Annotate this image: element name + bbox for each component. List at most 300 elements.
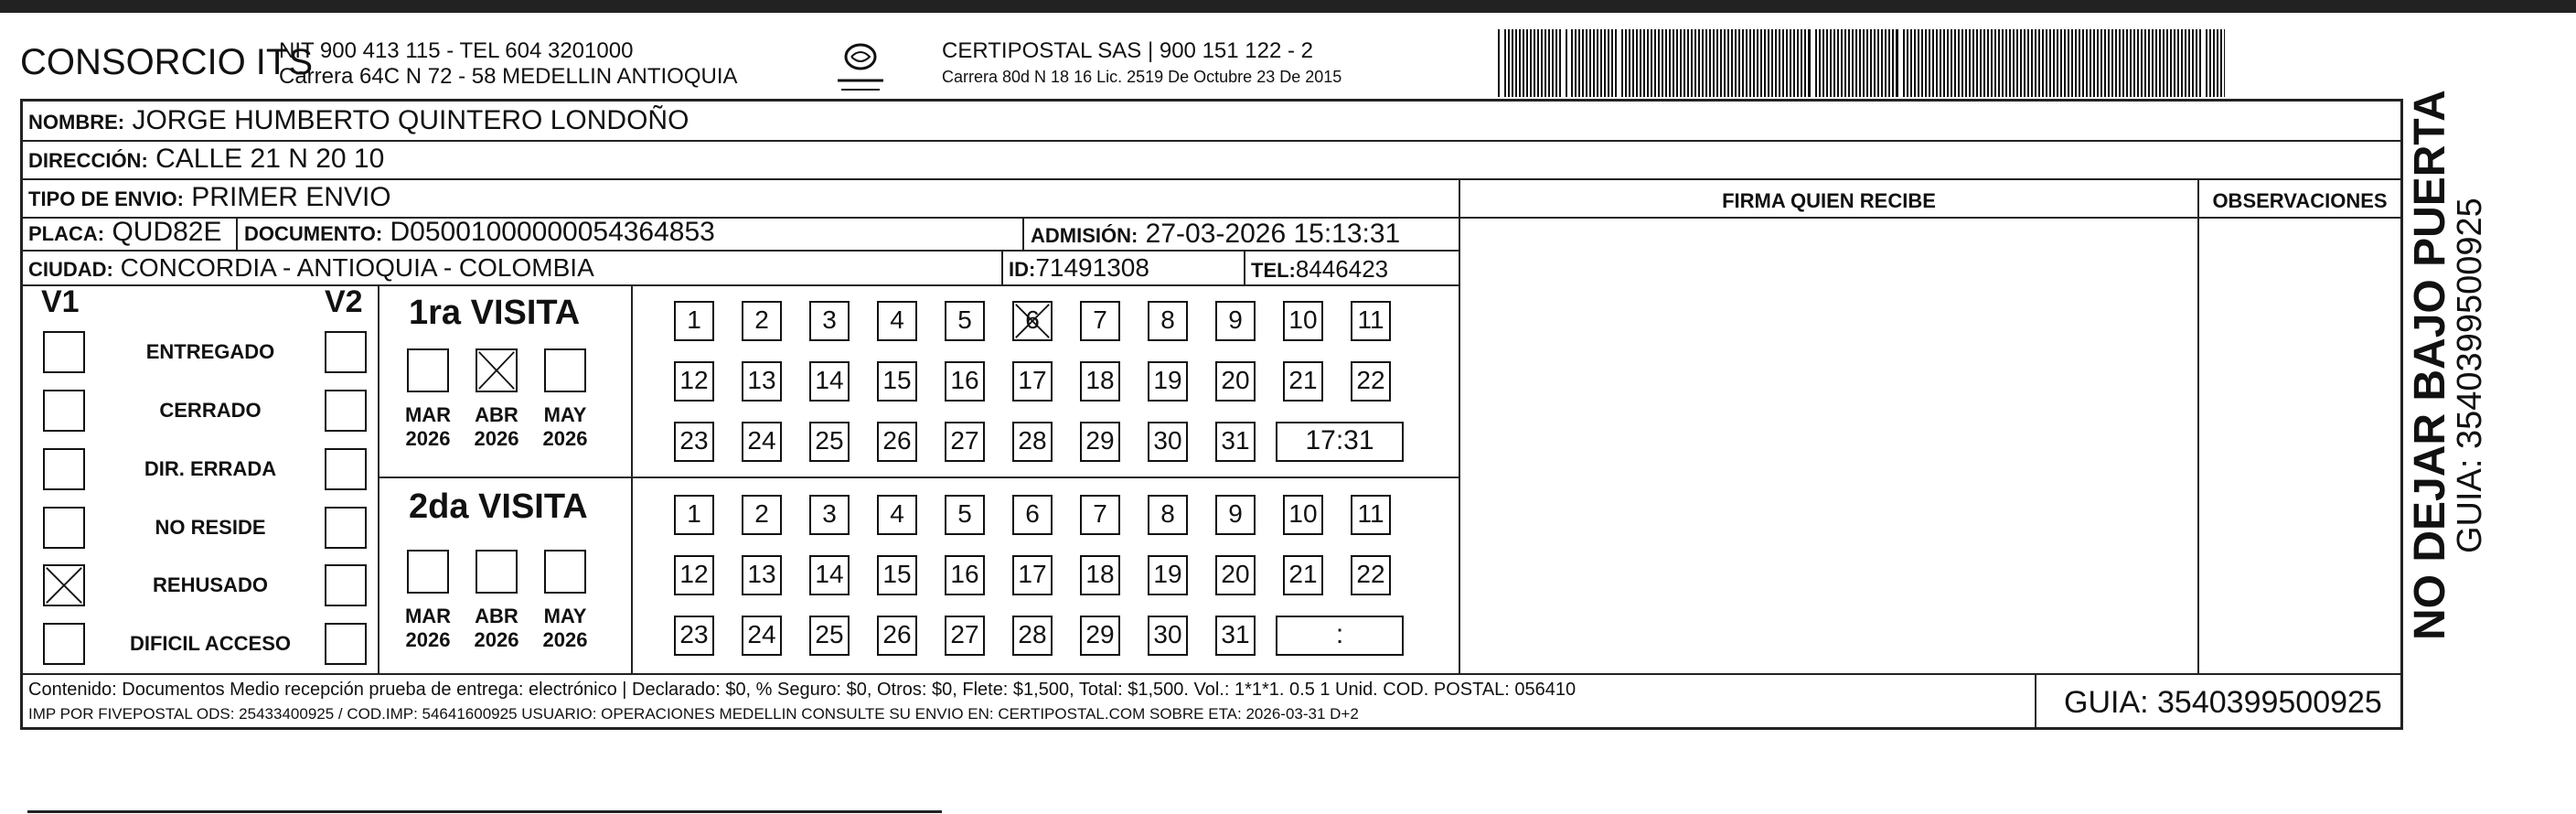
barcode-bar <box>2209 29 2211 97</box>
second-visit-day-26[interactable] <box>877 616 917 656</box>
rule <box>23 673 2400 675</box>
first-visit-month-mar-checkbox[interactable] <box>407 348 449 392</box>
barcode-bar <box>1600 29 1602 97</box>
tipo-field <box>28 182 391 213</box>
month-name: MAY <box>543 403 587 426</box>
barcode-bar <box>1790 29 1791 97</box>
barcode-bar <box>1972 29 1974 97</box>
barcode-bar <box>1662 29 1663 97</box>
second-visit-day-14[interactable] <box>809 555 850 595</box>
barcode-bar <box>1775 29 1777 97</box>
barcode-bar <box>2090 29 2091 97</box>
month-year: 2026 <box>542 628 588 651</box>
day-number: 21 <box>1288 366 1318 394</box>
barcode-bar <box>2192 29 2194 97</box>
direccion-value: CALLE 21 N 20 10 <box>155 144 385 174</box>
second-visit-day-8[interactable] <box>1148 495 1188 535</box>
barcode-bar <box>1921 29 1923 97</box>
month-name: ABR <box>475 403 518 426</box>
second-visit-day-17[interactable] <box>1012 555 1053 595</box>
status-v2-checkbox[interactable] <box>325 507 367 549</box>
warning-vertical: NO DEJAR BAJO PUERTA <box>2406 90 2454 640</box>
barcode-bar <box>1691 29 1693 97</box>
footer-guia: GUIA: 3540399500925 <box>2064 685 2382 720</box>
rule <box>23 284 1459 286</box>
barcode-bar <box>1753 29 1755 97</box>
footer-printer-info: IMP POR FIVEPOSTAL ODS: 25433400925 / COD.IMP: 54641600925 USUARIO: OPERACIONES MEDELLIN CONSULTE SU ENVIO EN: CERTIPOSTAL.COM SOBRE ETA: 2026-03-31 D+2 <box>28 705 1359 723</box>
barcode-bar <box>2166 29 2168 97</box>
first-visit-day-23[interactable] <box>674 422 714 462</box>
barcode-bar <box>1830 29 1832 97</box>
status-v2-checkbox[interactable] <box>325 331 367 373</box>
divider <box>1001 250 1003 284</box>
barcode-bar <box>2027 29 2029 97</box>
divider <box>1459 178 1460 673</box>
month-year: 2026 <box>474 427 519 450</box>
barcode-bar <box>1508 29 1510 97</box>
barcode-bar <box>1716 29 1718 97</box>
barcode-bar <box>2005 29 2007 97</box>
second-visit-day-2[interactable] <box>742 495 782 535</box>
second-visit-day-29[interactable] <box>1080 616 1120 656</box>
first-visit-month-may-checkbox[interactable] <box>544 348 586 392</box>
month-year: 2026 <box>474 628 519 651</box>
barcode-bar <box>1698 29 1700 97</box>
barcode-bar <box>1826 29 1828 97</box>
barcode-bar <box>1683 29 1685 97</box>
second-visit-day-27[interactable] <box>945 616 985 656</box>
day-number: 4 <box>890 305 904 334</box>
day-number: 15 <box>882 560 912 588</box>
second-visit-day-1[interactable] <box>674 495 714 535</box>
barcode-bar <box>1552 29 1554 97</box>
barcode-bar <box>1925 29 1927 97</box>
barcode-bar <box>1881 29 1883 97</box>
barcode-bar <box>2082 29 2084 97</box>
barcode-bar <box>1519 29 1521 97</box>
day-number: 29 <box>1085 426 1115 455</box>
barcode-bar <box>2181 29 2183 97</box>
barcode-bar <box>1512 29 1513 97</box>
day-number: 14 <box>815 560 844 588</box>
barcode-bar <box>1757 29 1758 97</box>
barcode-bar <box>2155 29 2157 97</box>
rule <box>1459 217 2400 219</box>
barcode-bar <box>1855 29 1857 97</box>
barcode-bar <box>1654 29 1656 97</box>
barcode-bar <box>1918 29 1919 97</box>
barcode-bar <box>1724 29 1726 97</box>
status-v1-checkbox[interactable] <box>43 507 85 549</box>
day-number: 18 <box>1085 560 1115 588</box>
status-v2-checkbox[interactable] <box>325 448 367 490</box>
day-number: 25 <box>815 426 844 455</box>
day-number: 6 <box>1025 305 1040 334</box>
barcode-bar <box>1768 29 1769 97</box>
status-v1-checkbox[interactable] <box>43 623 85 665</box>
barcode-bar <box>1837 29 1839 97</box>
barcode-bar <box>1694 29 1696 97</box>
barcode-bar <box>1932 29 1934 97</box>
second-visit-day-3[interactable] <box>809 495 850 535</box>
barcode-bar <box>1852 29 1854 97</box>
second-visit-day-21[interactable] <box>1283 555 1323 595</box>
barcode-bar <box>1786 29 1788 97</box>
barcode-bar <box>1841 29 1843 97</box>
day-number: 11 <box>1357 305 1384 334</box>
barcode-bar <box>1760 29 1762 97</box>
firma-header: FIRMA QUIEN RECIBE <box>1722 189 1936 212</box>
ciudad-value: CONCORDIA - ANTIOQUIA - COLOMBIA <box>120 253 594 282</box>
second-visit-day-15[interactable] <box>877 555 917 595</box>
divider <box>1244 250 1245 284</box>
second-visit-day-19[interactable] <box>1148 555 1188 595</box>
barcode-bar <box>1793 29 1795 97</box>
barcode-bar <box>1936 29 1938 97</box>
status-v1-checkbox[interactable] <box>43 390 85 432</box>
day-number: 19 <box>1153 366 1182 394</box>
barcode-bar <box>1548 29 1550 97</box>
day-number: 31 <box>1221 426 1250 455</box>
barcode-bar <box>1545 29 1546 97</box>
second-visit-title: 2da VISITA <box>409 487 588 526</box>
day-number: 5 <box>957 305 972 334</box>
barcode-bar <box>2053 29 2055 97</box>
barcode-bar <box>1669 29 1671 97</box>
status-label: NO RESIDE <box>155 516 266 539</box>
first-visit-day-11[interactable] <box>1351 301 1391 341</box>
placa-field <box>28 217 222 248</box>
first-visit-day-9[interactable] <box>1215 301 1256 341</box>
barcode-bar <box>2177 29 2179 97</box>
second-visit-day-7[interactable] <box>1080 495 1120 535</box>
day-number: 3 <box>822 499 837 528</box>
second-visit-day-28[interactable] <box>1012 616 1053 656</box>
month-year: 2026 <box>405 427 451 450</box>
second-visit-day-5[interactable] <box>945 495 985 535</box>
divider <box>236 217 238 250</box>
barcode-bar <box>2130 29 2132 97</box>
barcode-bar <box>1582 29 1584 97</box>
month-name: MAR <box>404 403 452 426</box>
barcode-bar <box>1636 29 1638 97</box>
barcode-bar <box>1673 29 1674 97</box>
month-name: MAR <box>404 605 452 627</box>
barcode-bar <box>1640 29 1641 97</box>
day-number: 20 <box>1221 366 1250 394</box>
first-visit-day-6[interactable] <box>1012 301 1053 341</box>
day-number: 9 <box>1228 499 1243 528</box>
barcode-bar <box>2206 29 2207 97</box>
first-visit-day-30[interactable] <box>1148 422 1188 462</box>
id-label: ID: <box>1009 258 1036 281</box>
barcode-bar <box>2224 29 2225 97</box>
day-number: 1 <box>687 305 701 334</box>
second-visit-month-may-checkbox[interactable] <box>544 550 586 594</box>
first-visit-day-21[interactable] <box>1283 361 1323 402</box>
day-number: 22 <box>1356 560 1385 588</box>
first-visit-day-1[interactable] <box>674 301 714 341</box>
barcode-bar <box>1611 29 1613 97</box>
second-visit-day-25[interactable] <box>809 616 850 656</box>
certipostal-license: Carrera 80d N 18 16 Lic. 2519 De Octubre 23 De 2015 <box>942 68 1342 86</box>
day-number: 4 <box>890 499 904 528</box>
barcode-bar <box>1954 29 1956 97</box>
tel-field <box>1251 255 1388 284</box>
barcode-bar <box>2144 29 2146 97</box>
day-number: 2 <box>754 305 769 334</box>
barcode-bar <box>1651 29 1652 97</box>
status-v1-checkbox[interactable] <box>43 448 85 490</box>
day-number: 17 <box>1018 560 1047 588</box>
tel-label: TEL: <box>1251 259 1296 282</box>
second-visit-month-abr-checkbox[interactable] <box>476 550 518 594</box>
barcode-bar <box>2196 29 2197 97</box>
day-number: 10 <box>1288 305 1318 334</box>
day-number: 23 <box>679 620 709 648</box>
day-number: 31 <box>1221 620 1250 648</box>
day-number: 27 <box>950 620 979 648</box>
barcode-bar <box>2042 29 2044 97</box>
first-visit-day-4[interactable] <box>877 301 917 341</box>
second-visit-day-16[interactable] <box>945 555 985 595</box>
top-border <box>0 0 2576 13</box>
status-label: ENTREGADO <box>145 340 275 363</box>
v1-header: V1 <box>41 284 80 319</box>
day-number: 29 <box>1085 620 1115 648</box>
barcode-bar <box>2038 29 2040 97</box>
certipostal-info <box>942 38 1341 90</box>
day-number: 25 <box>815 620 844 648</box>
barcode-bar <box>2122 29 2124 97</box>
barcode-bar <box>1771 29 1773 97</box>
first-visit-day-22[interactable] <box>1351 361 1391 402</box>
day-number: 10 <box>1288 499 1318 528</box>
barcode-bar <box>2152 29 2154 97</box>
barcode-bar <box>1515 29 1517 97</box>
second-visit-time[interactable]: : <box>1276 616 1404 656</box>
day-number: 9 <box>1228 305 1243 334</box>
day-number: 7 <box>1093 499 1107 528</box>
barcode-bar <box>2020 29 2022 97</box>
barcode-bar <box>1498 29 1500 97</box>
second-visit-day-4[interactable] <box>877 495 917 535</box>
first-visit-day-17[interactable] <box>1012 361 1053 402</box>
barcode-bar <box>1586 29 1587 97</box>
day-number: 5 <box>957 499 972 528</box>
barcode-bar <box>1731 29 1733 97</box>
status-v1-checkbox[interactable] <box>43 331 85 373</box>
barcode-bar <box>2079 29 2080 97</box>
barcode-bar <box>1885 29 1887 97</box>
barcode-bar <box>1888 29 1890 97</box>
first-visit-day-18[interactable] <box>1080 361 1120 402</box>
divider <box>2197 178 2199 673</box>
status-v2-checkbox[interactable] <box>325 564 367 606</box>
day-number: 27 <box>950 426 979 455</box>
barcode-bar <box>2133 29 2135 97</box>
barcode-bar <box>1571 29 1573 97</box>
rule <box>378 477 1459 478</box>
first-visit-day-29[interactable] <box>1080 422 1120 462</box>
second-visit-day-12[interactable] <box>674 555 714 595</box>
first-visit-day-28[interactable] <box>1012 422 1053 462</box>
barcode-bar <box>1914 29 1916 97</box>
documento-field <box>244 217 715 248</box>
barcode-bar <box>2199 29 2201 97</box>
barcode-bar <box>1559 29 1561 97</box>
second-visit-day-24[interactable] <box>742 616 782 656</box>
barcode-bar <box>2031 29 2033 97</box>
first-visit-day-12[interactable] <box>674 361 714 402</box>
first-visit-day-14[interactable] <box>809 361 850 402</box>
first-visit-day-3[interactable] <box>809 301 850 341</box>
first-visit-day-27[interactable] <box>945 422 985 462</box>
first-visit-title: 1ra VISITA <box>409 294 581 332</box>
barcode-bar <box>1822 29 1824 97</box>
day-number: 17 <box>1018 366 1047 394</box>
barcode-bar <box>2213 29 2215 97</box>
tipo-label: TIPO DE ENVIO: <box>28 187 184 210</box>
day-number: 23 <box>679 426 709 455</box>
barcode-bar <box>2141 29 2143 97</box>
barcode-bar <box>1940 29 1941 97</box>
barcode-bar <box>1994 29 1996 97</box>
day-number: 11 <box>1357 499 1384 528</box>
barcode-bar <box>1727 29 1729 97</box>
barcode-bar <box>2060 29 2062 97</box>
barcode-bar <box>1643 29 1645 97</box>
barcode-bar <box>2170 29 2172 97</box>
id-field <box>1009 253 1149 283</box>
first-visit-month-label <box>465 403 529 451</box>
barcode-bar <box>2111 29 2113 97</box>
first-visit-day-2[interactable] <box>742 301 782 341</box>
first-visit-time[interactable]: 17:31 <box>1276 422 1404 462</box>
ciudad-field <box>28 253 594 283</box>
first-visit-day-5[interactable] <box>945 301 985 341</box>
first-visit-month-abr-checkbox[interactable] <box>476 348 518 392</box>
direccion-label: DIRECCIÓN: <box>28 149 148 172</box>
divider <box>1022 217 1024 250</box>
second-visit-day-18[interactable] <box>1080 555 1120 595</box>
second-visit-day-23[interactable] <box>674 616 714 656</box>
barcode-bar <box>1969 29 1971 97</box>
second-visit-day-9[interactable] <box>1215 495 1256 535</box>
first-visit-day-7[interactable] <box>1080 301 1120 341</box>
day-number: 6 <box>1025 499 1040 528</box>
day-number: 24 <box>747 620 776 648</box>
first-visit-day-16[interactable] <box>945 361 985 402</box>
barcode-bar <box>1746 29 1748 97</box>
ciudad-label: CIUDAD: <box>28 258 113 281</box>
day-number: 12 <box>679 366 709 394</box>
second-visit-month-label <box>465 605 529 652</box>
barcode-bar <box>1965 29 1967 97</box>
barcode-bar <box>1998 29 2000 97</box>
barcode-bar <box>2064 29 2066 97</box>
first-visit-day-26[interactable] <box>877 422 917 462</box>
second-visit-day-22[interactable] <box>1351 555 1391 595</box>
barcode-bar <box>1819 29 1821 97</box>
day-number: 20 <box>1221 560 1250 588</box>
barcode-bar <box>2086 29 2088 97</box>
day-number: 16 <box>950 366 979 394</box>
direccion-field <box>28 144 384 175</box>
barcode-bar <box>1808 29 1811 97</box>
barcode-bar <box>1833 29 1835 97</box>
barcode-bar <box>1720 29 1722 97</box>
second-visit-day-11[interactable] <box>1351 495 1391 535</box>
first-visit-day-8[interactable] <box>1148 301 1188 341</box>
barcode-bar <box>1749 29 1751 97</box>
footer-content: Contenido: Documentos Medio recepción prueba de entrega: electrónico | Declarado: $0, % Seguro: $0, Otros: $0, Flete: $1,500, Total: $1,500. Vol.: 1*1*1. 0.5 1 Unid. COD. POSTAL: 056410 <box>28 680 1577 700</box>
first-visit-day-24[interactable] <box>742 422 782 462</box>
day-number: 13 <box>747 366 776 394</box>
divider <box>631 284 633 673</box>
second-visit-day-10[interactable] <box>1283 495 1323 535</box>
day-number: 21 <box>1288 560 1318 588</box>
barcode-bar <box>1523 29 1524 97</box>
barcode-bar <box>2126 29 2128 97</box>
day-number: 26 <box>882 620 912 648</box>
barcode-bar <box>1870 29 1872 97</box>
barcode-bar <box>2049 29 2051 97</box>
rule <box>23 178 2400 180</box>
first-visit-day-19[interactable] <box>1148 361 1188 402</box>
barcode-bar <box>2016 29 2018 97</box>
first-visit-day-10[interactable] <box>1283 301 1323 341</box>
bottom-line <box>27 810 942 813</box>
day-number: 8 <box>1160 499 1175 528</box>
status-v2-checkbox[interactable] <box>325 623 367 665</box>
first-visit-day-31[interactable] <box>1215 422 1256 462</box>
second-visit-day-30[interactable] <box>1148 616 1188 656</box>
barcode-bar <box>1976 29 1978 97</box>
barcode-bar <box>2174 29 2175 97</box>
second-visit-day-20[interactable] <box>1215 555 1256 595</box>
barcode-bar <box>2097 29 2099 97</box>
barcode-bar <box>1859 29 1861 97</box>
first-visit-day-25[interactable] <box>809 422 850 462</box>
barcode-bar <box>1709 29 1711 97</box>
nombre-value: JORGE HUMBERTO QUINTERO LONDOÑO <box>132 105 689 135</box>
second-visit-day-6[interactable] <box>1012 495 1053 535</box>
barcode-bar <box>2220 29 2222 97</box>
barcode-bar <box>1541 29 1543 97</box>
day-number: 12 <box>679 560 709 588</box>
day-number: 18 <box>1085 366 1115 394</box>
barcode-bar <box>1896 29 1898 97</box>
month-year: 2026 <box>542 427 588 450</box>
first-visit-month-label <box>396 403 460 451</box>
second-visit-day-13[interactable] <box>742 555 782 595</box>
second-visit-month-mar-checkbox[interactable] <box>407 550 449 594</box>
admision-value: 27-03-2026 15:13:31 <box>1145 219 1401 249</box>
barcode-bar <box>1632 29 1634 97</box>
second-visit-day-31[interactable] <box>1215 616 1256 656</box>
status-v1-checkbox[interactable] <box>43 564 85 606</box>
barcode-bar <box>1866 29 1868 97</box>
first-visit-day-13[interactable] <box>742 361 782 402</box>
status-v2-checkbox[interactable] <box>325 390 367 432</box>
barcode-bar <box>1983 29 1985 97</box>
first-visit-day-15[interactable] <box>877 361 917 402</box>
first-visit-day-20[interactable] <box>1215 361 1256 402</box>
barcode-bar <box>1874 29 1876 97</box>
first-visit-month-label <box>533 403 597 451</box>
company-name: CONSORCIO ITS <box>20 42 314 82</box>
